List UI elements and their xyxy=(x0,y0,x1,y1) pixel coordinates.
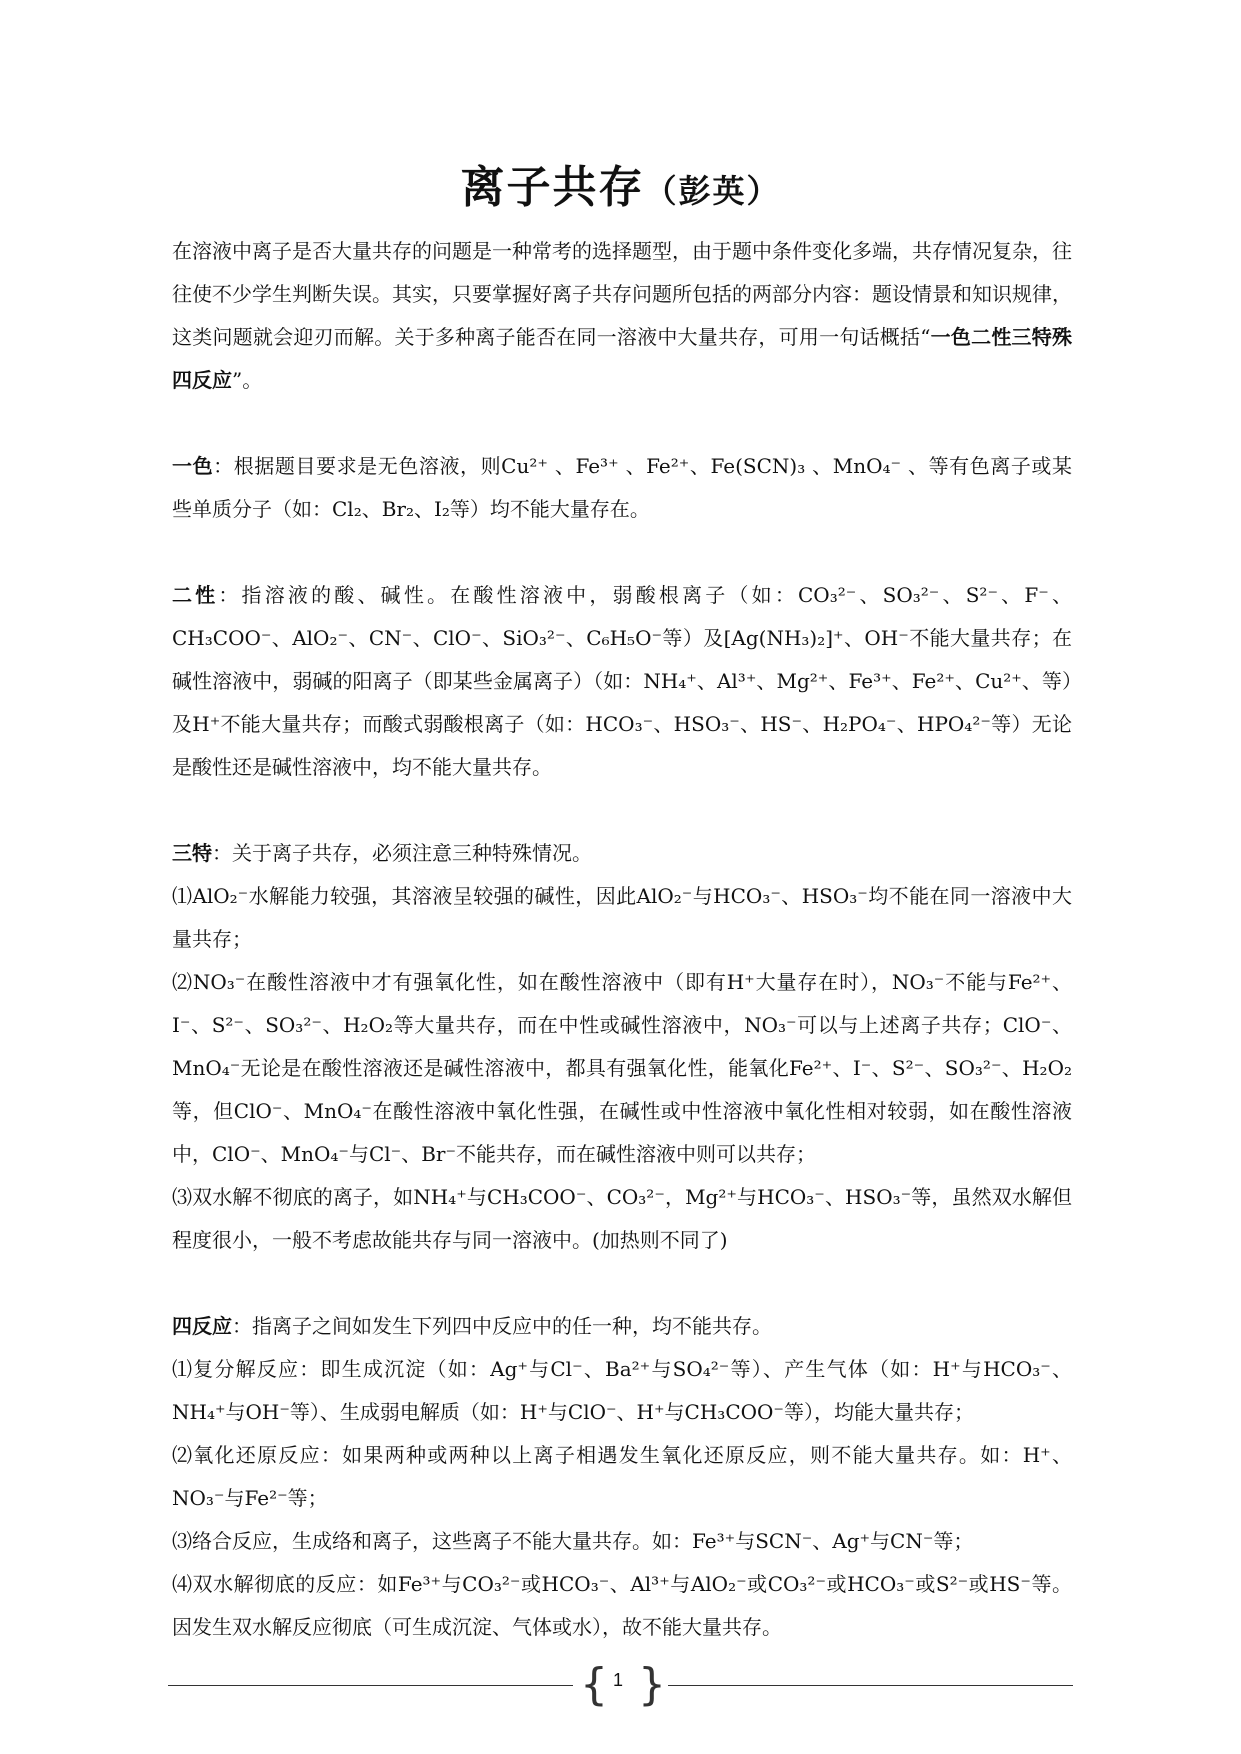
section-reactions-item: ⑵氧化还原反应：如果两种或两种以上离子相遇发生氧化还原反应，则不能大量共存。如：H⁺、NO₃⁻与Fe²⁻等； xyxy=(172,1443,1072,1510)
section-reactions-item: ⑴复分解反应：即生成沉淀（如：Ag⁺与Cl⁻、Ba²⁺与SO₄²⁻等）、产生气体（如：H⁺与HCO₃⁻、NH₄⁺与OH⁻等）、生成弱电解质（如：H⁺与ClO⁻、H⁺与CH₃COO⁻等），均能大量共存； xyxy=(172,1357,1072,1424)
section-color xyxy=(172,445,1072,531)
page-number: 1 xyxy=(612,1670,623,1690)
section-special-heading: 三特 xyxy=(172,841,212,865)
page-footer xyxy=(168,1660,1073,1710)
section-reactions-text: ：指离子之间如发生下列四中反应中的任一种，均不能共存。 xyxy=(232,1314,772,1338)
spacer xyxy=(172,531,1072,574)
section-acidity-heading: 二性 xyxy=(172,583,219,607)
document-body xyxy=(172,230,1072,1649)
section-special xyxy=(172,832,1072,875)
intro-text: 在溶液中离子是否大量共存的问题是一种常考的选择题型，由于题中条件变化多端，共存情况复杂，往往使不少学生判断失误。其实，只要掌握好离子共存问题所包括的两部分内容：题设情景和知识规律，这类问题就会迎刃而解。关于多种离子能否在同一溶液中大量共存，可用一句话概括“ xyxy=(172,239,1072,349)
spacer xyxy=(172,402,1072,445)
section-special-text: ：关于离子共存，必须注意三种特殊情况。 xyxy=(212,841,592,865)
section-acidity-text: ：指溶液的酸、碱性。在酸性溶液中，弱酸根离子（如：CO₃²⁻、SO₃²⁻、S²⁻、F⁻、CH₃COO⁻、AlO₂⁻、CN⁻、ClO⁻、SiO₃²⁻、C₆H₅O⁻等）及[Ag(NH₃)₂]⁺、OH⁻不能大量共存；在碱性溶液中，弱碱的阳离子（即某些金属离子）（如：NH₄⁺、Al³⁺、Mg²⁺、Fe³⁺、Fe²⁺、Cu²⁺、等）及H⁺不能大量共存；而酸式弱酸根离子（如：HCO₃⁻、HSO₃⁻、HS⁻、H₂PO₄⁻、HPO₄²⁻等）无论是酸性还是碱性溶液中，均不能大量共存。 xyxy=(172,583,1072,779)
section-reactions-heading: 四反应 xyxy=(172,1314,232,1338)
page-title xyxy=(0,158,1241,221)
section-special-item: ⑴AlO₂⁻水解能力较强，其溶液呈较强的碱性，因此AlO₂⁻与HCO₃⁻、HSO₃⁻均不能在同一溶液中大量共存； xyxy=(172,884,1072,951)
section-reactions-item: ⑶络合反应，生成络和离子，这些离子不能大量共存。如：Fe³⁺与SCN⁻、Ag⁺与CN⁻等； xyxy=(172,1529,974,1553)
footer-rule-left xyxy=(168,1685,573,1686)
intro-paragraph xyxy=(172,230,1072,402)
section-reactions xyxy=(172,1305,1072,1348)
section-special-item: ⑶双水解不彻底的离子，如NH₄⁺与CH₃COO⁻、CO₃²⁻，Mg²⁺与HCO₃⁻、HSO₃⁻等，虽然双水解但程度很小，一般不考虑故能共存与同一溶液中。(加热则不同了) xyxy=(172,1185,1072,1252)
intro-end: ”。 xyxy=(232,368,263,392)
left-brace-icon: { xyxy=(580,1659,608,1710)
section-special-item: ⑵NO₃⁻在酸性溶液中才有强氧化性，如在酸性溶液中（即有H⁺大量存在时），NO₃⁻不能与Fe²⁺、I⁻、S²⁻、SO₃²⁻、H₂O₂等大量共存，而在中性或碱性溶液中，NO₃⁻可以与上述离子共存；ClO⁻、MnO₄⁻无论是在酸性溶液还是碱性溶液中，都具有强氧化性，能氧化Fe²⁺、I⁻、S²⁻、SO₃²⁻、H₂O₂等，但ClO⁻、MnO₄⁻在酸性溶液中氧化性强，在碱性或中性溶液中氧化性相对较弱，如在酸性溶液中，ClO⁻、MnO₄⁻与Cl⁻、Br⁻不能共存，而在碱性溶液中则可以共存； xyxy=(172,970,1072,1166)
section-reactions-item: ⑷双水解彻底的反应：如Fe³⁺与CO₃²⁻或HCO₃⁻、Al³⁺与AlO₂⁻或CO₃²⁻或HCO₃⁻或S²⁻或HS⁻等。因发生双水解反应彻底（可生成沉淀、气体或水），故不能大量共存。 xyxy=(172,1572,1072,1639)
spacer xyxy=(172,1262,1072,1305)
spacer xyxy=(172,789,1072,832)
title-author: （彭英） xyxy=(644,172,781,210)
section-color-text: ：根据题目要求是无色溶液，则Cu²⁺ 、Fe³⁺ 、Fe²⁺、Fe(SCN)₃ 、MnO₄⁻ 、等有色离子或某些单质分子（如：Cl₂、Br₂、I₂等）均不能大量存在。 xyxy=(172,454,1073,521)
section-color-heading: 一色 xyxy=(172,454,214,478)
section-acidity xyxy=(172,574,1072,789)
intro-bold-phrase: 一色二性三特殊四反应 xyxy=(172,325,1072,392)
footer-rule-right xyxy=(668,1685,1073,1686)
title-main: 离子共存 xyxy=(460,162,645,213)
right-brace-icon: } xyxy=(638,1659,666,1710)
